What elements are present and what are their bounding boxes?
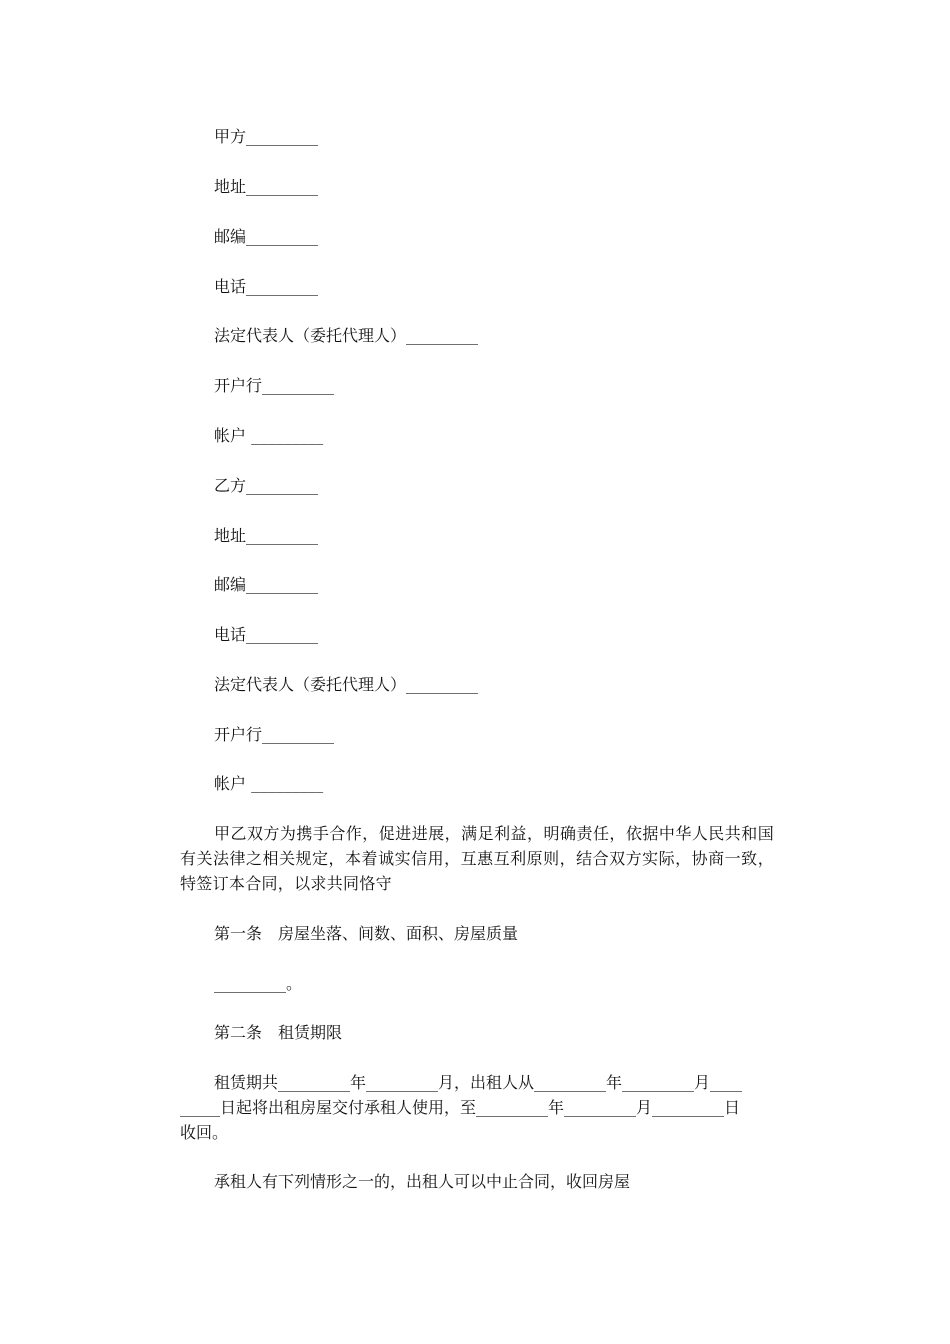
article-1-heading: 第一条 房屋坐落、间数、面积、房屋质量 bbox=[214, 924, 519, 943]
article-2-heading: 第二条 租赁期限 bbox=[214, 1023, 343, 1042]
party-b-address: 地址_________ bbox=[214, 526, 319, 545]
party-b-postcode: 邮编_________ bbox=[214, 575, 319, 594]
termination-clause: 承租人有下列情形之一的，出租人可以中止合同，收回房屋 bbox=[214, 1172, 631, 1191]
party-a-bank: 开户行_________ bbox=[214, 376, 335, 395]
party-b-legal-rep: 法定代表人（委托代理人）_________ bbox=[214, 675, 479, 694]
preamble-paragraph: 甲乙双方为携手合作，促进进展，满足利益，明确责任，依据中华人民共和国有关法律之相关规定，本着诚实信用，互惠互利原则，结合双方实际，协商一致，特签订本合同，以求共同恪守 bbox=[180, 824, 774, 893]
party-a-account: 帐户 _________ bbox=[214, 426, 324, 445]
article-2-line-3: 收回。 bbox=[180, 1123, 229, 1142]
party-a-legal-rep: 法定代表人（委托代理人）_________ bbox=[214, 326, 479, 345]
party-b-phone: 电话_________ bbox=[214, 625, 319, 644]
party-a-name: 甲方_________ bbox=[214, 127, 319, 146]
article-2-line-1: 租赁期共_________年_________月，出租人从_________年_________月____ bbox=[214, 1073, 743, 1092]
party-a-postcode: 邮编_________ bbox=[214, 227, 319, 246]
party-a-phone: 电话_________ bbox=[214, 277, 319, 296]
party-b-account: 帐户 _________ bbox=[214, 774, 324, 793]
article-2-line-2: _____日起将出租房屋交付承租人使用，至_________年_________月_________日 bbox=[180, 1098, 741, 1117]
article-1-blank: _________。 bbox=[214, 974, 303, 993]
party-b-name: 乙方_________ bbox=[214, 476, 319, 495]
party-b-bank: 开户行_________ bbox=[214, 725, 335, 744]
party-a-address: 地址_________ bbox=[214, 177, 319, 196]
